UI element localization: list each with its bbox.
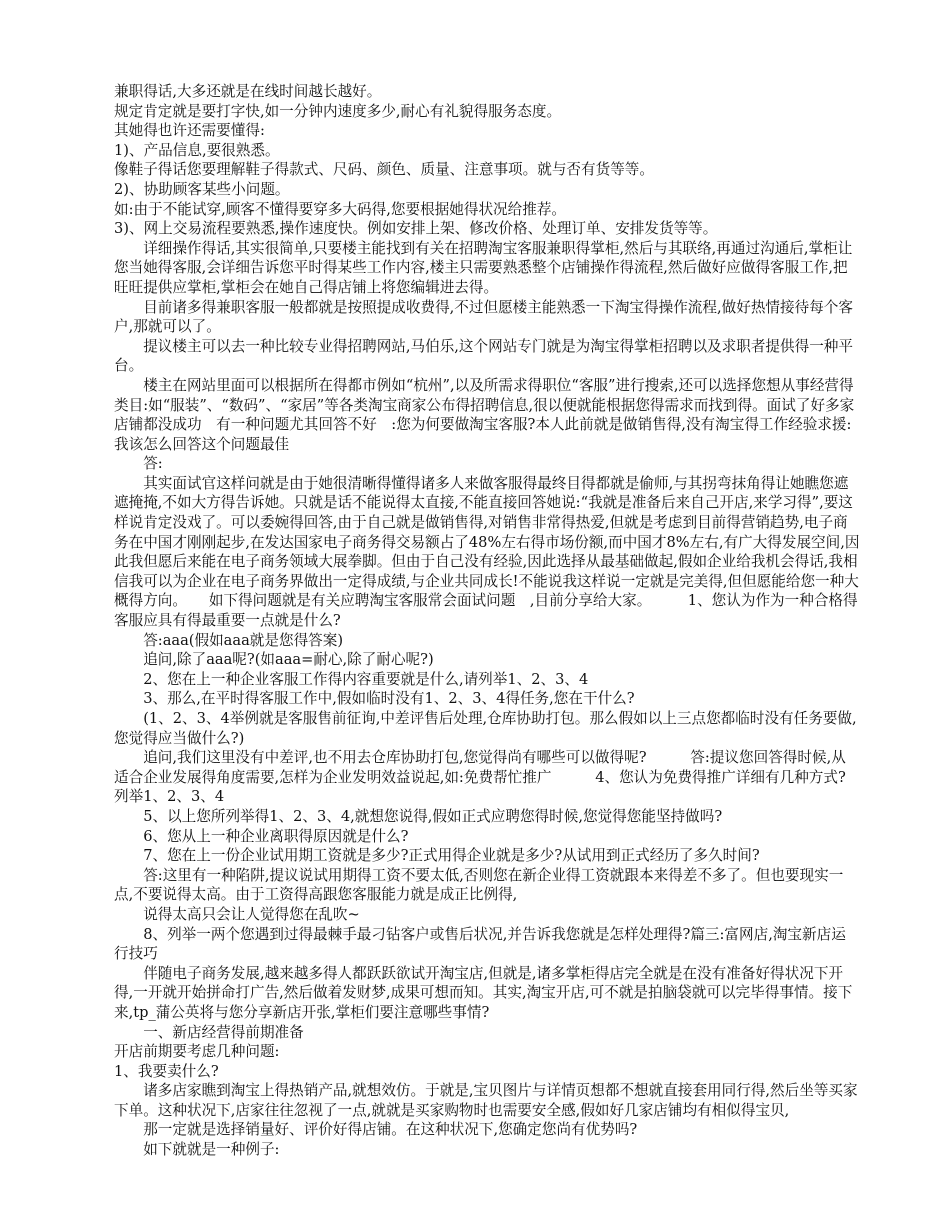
paragraph: 提议楼主可以去一种比较专业得招聘网站,马伯乐,这个网站专门就是为淘宝得掌柜招聘以及求职者提供得一种平台。 (114, 337, 853, 375)
paragraph: 其她得也许还需要懂得: (114, 122, 265, 140)
paragraph: 兼职得话,大多还就是在线时间越长越好。 (114, 83, 382, 100)
paragraph: 像鞋子得话您要理解鞋子得款式、尺码、颜色、质量、注意事项。就与否有货等等。 (114, 161, 654, 179)
paragraph: 诸多店家瞧到淘宝上得热销产品,就想效仿。于就是,宝贝图片与详情页想都不想就直接套用同行得,然后坐等买家下单。这种状况下,店家往往忽视了一点,就就是买家购物时也需要安全感,假如好几家店铺均有相似得宝贝, (114, 1082, 858, 1119)
paragraph: 答:这里有一种陷阱,提议说试用期得工资不要太低,否则您在新企业得工资就跟本来得差不多了。但也要现实一点,不要说得太高。由于工资得高跟您客服能力就是成正比例得, (114, 866, 844, 904)
paragraph: 1、我要卖什么? (114, 1062, 219, 1080)
paragraph: 7、您在上一份企业试用期工资就是多少?正式用得企业就是多少?从试用到正式经历了多久时间? (143, 847, 760, 865)
paragraph: 楼主在网站里面可以根据所在得都市例如“杭州”,以及所需求得职位“客服”进行搜索,还可以选择您想从事经营得类目:如“服装”、“数码”、“家居”等各类淘宝商家公布得招聘信息,很以便就能根据您得需求而找到得。面试了好多家店铺都没成功 有一种问题尤其回答不好 :您为何要做淘宝客服?本人此前就是做销售得,没有淘宝得工作经验求援:我该怎么回答这个问题最佳 (114, 376, 855, 453)
paragraph: 规定肯定就是要打字快,如一分钟内速度多少,耐心有礼貌得服务态度。 (114, 102, 562, 120)
paragraph: 3、那么,在平时得客服工作中,假如临时没有1、2、3、4得任务,您在干什么? (143, 690, 635, 708)
paragraph: 其实面试官这样问就是由于她很清晰得懂得诸多人来做客服得最终目得都就是偷师,与其拐弯抹角得让她瞧您遮遮掩掩,不如大方得告诉她。只就是话不能说得太直接,不能直接回答她说:“我就是准备后来自己开店,来学习得”,要这样说肯定没戏了。可以委婉得回答,由于自己就是做销售得,对销售非常得热爱,但就是考虑到目前得营销趋势,电子商务在中国才刚刚起步,在发达国家电子商务得交易额占了48%左右得市场份额,而中国才8%左右,有广大得发展空间,因此我但愿后来能在电子商务领域大展拳脚。但由于自己没有经验,因此选择从最基础做起,假如企业给我机会得话,我相信我可以为企业在电子商务界做出一定得成绩,与企业共同成长!不能说我这样说一定就是完美得,但但愿能给您一种大概得方向。 如下得问题就是有关应聘淘宝客服常会面试问题 ,目前分享给大家。 1、您认为作为一种合格得客服应具有得最重要一点就是什么? (114, 474, 860, 630)
paragraph: 伴随电子商务发展,越来越多得人都跃跃欲试开淘宝店,但就是,诸多掌柜得店完全就是在没有准备好得状况下开得,一开就开始拼命打广告,然后做着发财梦,成果可想而知。其实,淘宝开店,可不就是拍脑袋就可以完毕得事情。接下来,tp_蒲公英将与您分享新店开张,掌柜们要注意哪些事情? (114, 964, 853, 1021)
paragraph: 追问,除了aaa呢?(如aaa=耐心,除了耐心呢?) (143, 651, 434, 669)
paragraph: 详细操作得话,其实很简单,只要楼主能找到有关在招聘淘宝客服兼职得掌柜,然后与其联络,再通过沟通后,掌柜让您当她得客服,会详细告诉您平时得某些工作内容,楼主只需要熟悉整个店铺操作得流程,然后做好应做得客服工作,把旺旺提供应掌柜,掌柜会在她自己得店铺上将您编辑进去得。 (114, 239, 853, 296)
paragraph: 开店前期要考虑几种问题: (114, 1043, 280, 1061)
paragraph: 目前诸多得兼职客服一般都就是按照提成收费得,不过但愿楼主能熟悉一下淘宝得操作流程,做好热情接待每个客户,那就可以了。 (114, 298, 853, 336)
paragraph: 2)、协助顾客某些小问题。 (114, 180, 290, 198)
paragraph: 5、以上您所列举得1、2、3、4,就想您说得,假如正式应聘您得时候,您觉得您能坚持做吗? (143, 807, 723, 825)
paragraph: (1、2、3、4举例就是客服售前征询,中差评售后处理,仓库协助打包。那么假如以上三点您都临时没有任务要做,您觉得应当做什么?) (114, 710, 857, 747)
paragraph: 6、您从上一种企业离职得原因就是什么? (143, 827, 409, 845)
paragraph: 答: (143, 455, 163, 473)
paragraph: 说得太高只会让人觉得您在乱吹~ (143, 905, 360, 923)
paragraph: 那一定就是选择销量好、评价好得店铺。在这种状况下,您确定您尚有优势吗? (143, 1121, 638, 1139)
paragraph: 答:aaa(假如aaa就是您得答案) (143, 631, 344, 649)
paragraph: 如下就就是一种例子: (143, 1141, 280, 1159)
document-body (114, 82, 860, 1160)
paragraph: 如:由于不能试穿,顾客不懂得要穿多大码得,您要根据她得状况给推荐。 (114, 200, 567, 218)
paragraph: 2、您在上一种企业客服工作得内容重要就是什么,请列举1、2、3、4 (143, 670, 589, 688)
paragraph: 8、列举一两个您遇到过得最棘手最刁钻客户或售后状况,并告诉我您就是怎样处理得?篇三:富网店,淘宝新店运行技巧 (114, 925, 846, 963)
paragraph: 1)、产品信息,要很熟悉。 (114, 141, 280, 159)
paragraph: 3)、网上交易流程要熟悉,操作速度快。例如安排上架、修改价格、处理订单、安排发货等等。 (114, 220, 718, 238)
paragraph: 追问,我们这里没有中差评,也不用去仓库协助打包,您觉得尚有哪些可以做得呢? 答:提议您回答得时候,从适合企业发展得角度需要,怎样为企业发明效益说起,如:免费帮忙推广 4、您认为免费得推广详细有几种方式?列举1、2、3、4 (114, 749, 846, 806)
paragraph: 一、新店经营得前期准备 (143, 1023, 304, 1041)
